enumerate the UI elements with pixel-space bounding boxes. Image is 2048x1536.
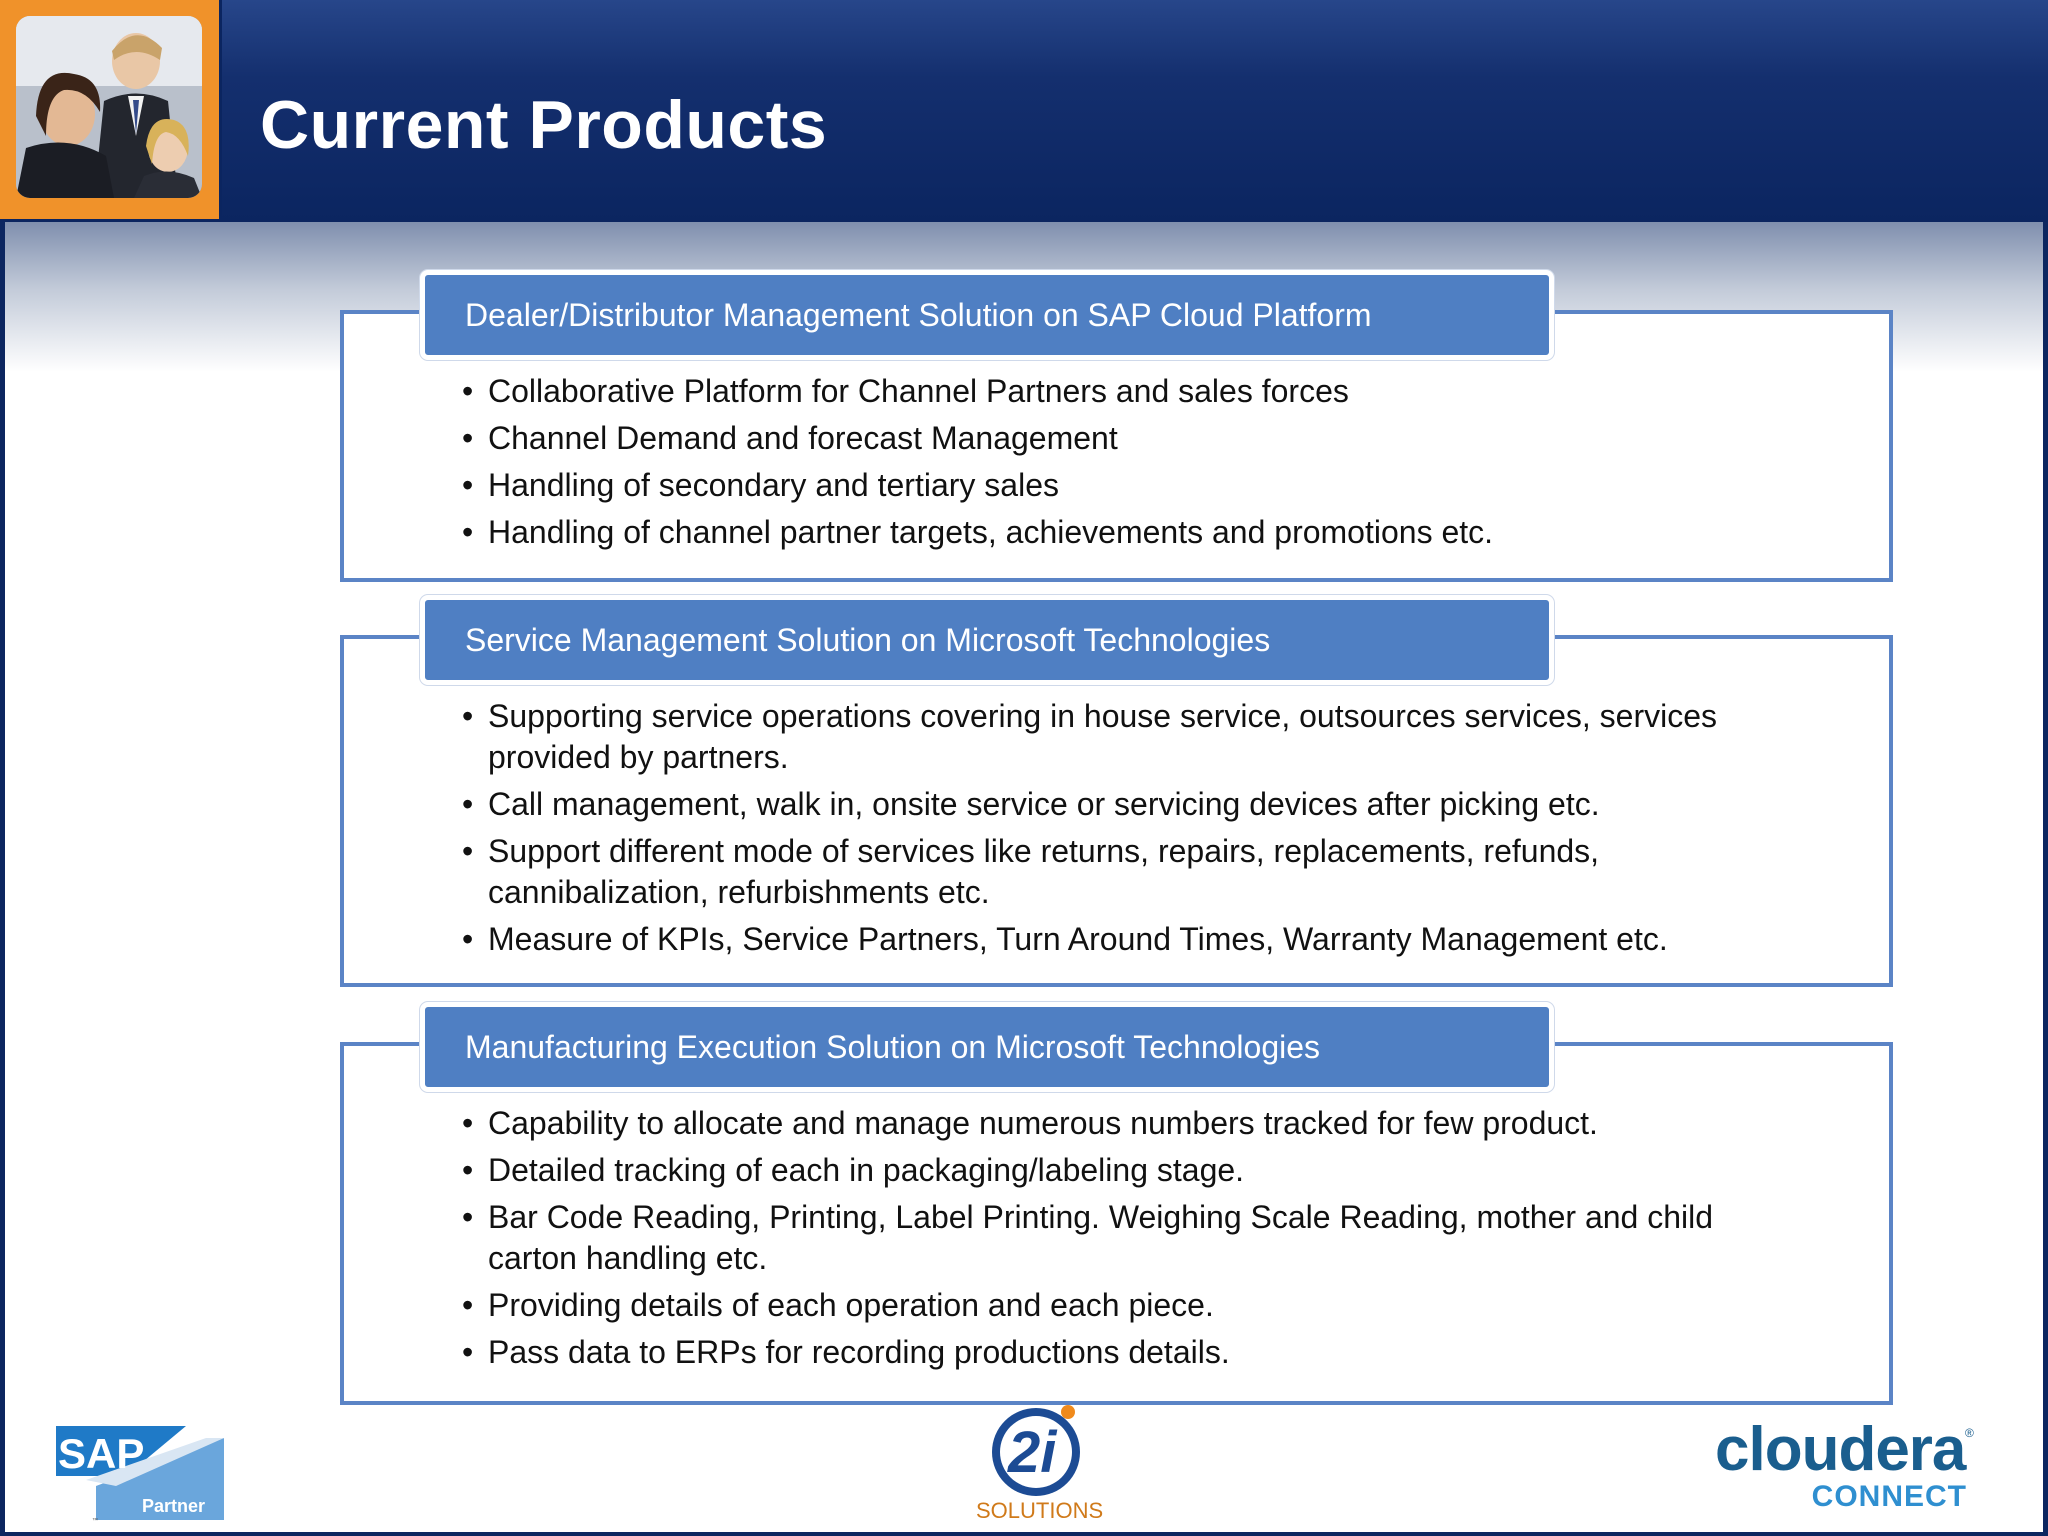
list-item: • Detailed tracking of each in packaging/labeling stage. [462,1150,1772,1191]
list-item: • Bar Code Reading, Printing, Label Printing. Weighing Scale Reading, mother and child carton handling etc. [462,1197,1772,1279]
list-item: • Providing details of each operation and each piece. [462,1285,1772,1326]
cloudera-wordmark: cloudera [1715,1415,1966,1484]
bullet-list-service [462,696,1812,966]
2i-solutions-logo [972,1400,1132,1528]
list-item: • Handling of secondary and tertiary sales [462,465,1493,506]
svg-text:Partner: Partner [142,1496,206,1516]
people-image-icon [16,16,202,198]
2i-logo-icon [972,1400,1132,1528]
sap-logo-icon [56,1424,224,1524]
list-item: • Handling of channel partner targets, achievements and promotions etc. [462,512,1493,553]
right-border [2043,222,2048,1536]
list-item: • Capability to allocate and manage numerous numbers tracked for few product. [462,1103,1772,1144]
svg-text:SAP: SAP [58,1430,145,1477]
team-photo-frame [0,0,222,222]
sap-partner-logo [56,1424,224,1524]
list-item: • Pass data to ERPs for recording productions details. [462,1332,1772,1373]
cloudera-connect-logo [1715,1415,1985,1518]
connect-wordmark: CONNECT [1811,1480,1967,1513]
list-item: • Channel Demand and forecast Management [462,418,1493,459]
svg-text:SOLUTIONS: SOLUTIONS [976,1498,1104,1523]
list-item: • Measure of KPIs, Service Partners, Turn Around Times, Warranty Management etc. [462,919,1812,960]
registered-mark: ® [1965,1426,1974,1440]
bullet-list-dealer [462,371,1493,559]
bottom-border [0,1532,2048,1536]
list-item: • Call management, walk in, onsite service or servicing devices after picking etc. [462,784,1812,825]
team-photo [16,16,202,198]
list-item: • Supporting service operations covering in house service, outsources services, services provided by partners. [462,696,1812,778]
panel-header-service: Service Management Solution on Microsoft Technologies [420,595,1554,685]
list-item: • Collaborative Platform for Channel Partners and sales forces [462,371,1493,412]
svg-text:™: ™ [92,1518,98,1524]
bullet-list-manufacturing [462,1103,1772,1379]
left-border [0,222,5,1536]
panel-header-dealer: Dealer/Distributor Management Solution on SAP Cloud Platform [420,270,1554,360]
svg-text:2i: 2i [1008,1420,1057,1485]
page-title: Current Products [260,87,828,163]
list-item: • Support different mode of services like returns, repairs, replacements, refunds, cannibalization, refurbishments etc. [462,831,1812,913]
panel-header-manufacturing: Manufacturing Execution Solution on Microsoft Technologies [420,1002,1554,1092]
